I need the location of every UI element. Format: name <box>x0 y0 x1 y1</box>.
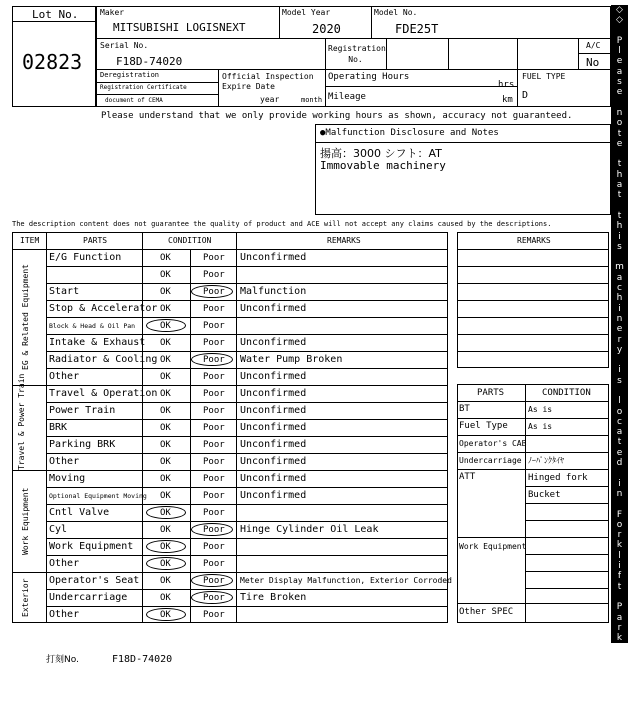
part-name: Operator's Seat <box>49 575 140 586</box>
condition-ok: OK <box>160 321 171 331</box>
part-name: Travel & Operation <box>49 388 158 399</box>
table-row <box>46 351 448 368</box>
remark: Tire Broken <box>240 592 307 603</box>
table-row <box>46 436 448 453</box>
condition-ok: OK <box>160 355 171 365</box>
model-year-value: 2020 <box>312 22 341 36</box>
part-name: Other <box>49 609 80 620</box>
model-no-value: FDE25T <box>395 22 439 36</box>
condition-poor: Poor <box>203 372 225 382</box>
condition-poor: Poor <box>203 542 225 552</box>
att-label: ATT <box>459 472 476 482</box>
hrs-label: hrs <box>498 80 515 90</box>
hours-notice: Please understand that we only provide working hours as shown, accuracy not guaranteed. <box>101 111 573 121</box>
part-name: Stop & Accelerator <box>49 303 158 314</box>
registration-certificate-label: Registration Certificate <box>100 84 187 91</box>
circle-poor-mark <box>191 523 233 536</box>
circle-poor-mark <box>191 574 233 587</box>
malfunction-note-2: Immovable machinery <box>320 159 446 172</box>
remark: Unconfirmed <box>240 388 307 399</box>
registration-label: Registration No. <box>328 44 386 64</box>
bt-label: BT <box>459 404 470 414</box>
group-work-equipment: Work Equipment <box>21 487 30 555</box>
other-spec-label: Other SPEC <box>459 607 514 617</box>
stamp-label: 打刻No. <box>46 655 79 665</box>
condition-poor: Poor <box>203 355 225 365</box>
remark: Water Pump Broken <box>240 354 343 365</box>
condition-ok: OK <box>160 406 171 416</box>
condition-poor: Poor <box>203 593 225 603</box>
table-row <box>46 300 448 317</box>
part-name: Parking BRK <box>49 439 116 450</box>
side-note-text: ◇ ◇ P l e a s e n o t e t h a t t h i s m a c h i n e r y i s l o c a t e d i n F o r k l i f t P a r k i n g ◇ ◇ <box>615 5 624 705</box>
inspection-label: Official Inspection Expire Date <box>222 72 314 91</box>
table-row <box>46 487 448 504</box>
group-eg-related: EG & Related Equipment <box>21 264 30 370</box>
condition-poor: Poor <box>203 559 225 569</box>
head-condition: CONDITION <box>168 236 212 245</box>
condition-poor: Poor <box>203 491 225 501</box>
condition-poor: Poor <box>203 321 225 331</box>
condition-ok: OK <box>160 270 171 280</box>
table-row <box>46 334 448 351</box>
table-row <box>46 453 448 470</box>
malfunction-note-1: 揚高：3000 シフト：AT <box>320 147 442 160</box>
part-name: Other <box>49 371 80 382</box>
condition-ok: OK <box>160 287 171 297</box>
condition-ok: OK <box>160 610 171 620</box>
part-name: Optional Equipment Moving <box>49 492 147 500</box>
condition-poor: Poor <box>203 253 225 263</box>
condition-poor: Poor <box>203 610 225 620</box>
group-travel-power: Travel & Power Train <box>17 373 26 470</box>
table-row <box>46 504 448 521</box>
condition-ok: OK <box>160 508 171 518</box>
condition-poor: Poor <box>203 287 225 297</box>
condition-poor: Poor <box>203 508 225 518</box>
part-name: Start <box>49 286 80 297</box>
condition-ok: OK <box>160 372 171 382</box>
fuel-type-value: D <box>522 90 529 101</box>
remark: Unconfirmed <box>240 490 307 501</box>
table-row <box>46 419 448 436</box>
remark: Unconfirmed <box>240 473 307 484</box>
condition-poor: Poor <box>203 457 225 467</box>
deregistration-label: Deregistration <box>100 71 160 79</box>
condition-ok: OK <box>160 593 171 603</box>
table-row <box>46 538 448 555</box>
circle-ok-mark <box>146 319 186 332</box>
remark: Unconfirmed <box>240 405 307 416</box>
condition-ok: OK <box>160 338 171 348</box>
condition-poor: Poor <box>203 525 225 535</box>
cema-label: document of CEMA <box>105 97 163 104</box>
condition-ok: OK <box>160 304 171 314</box>
table-row <box>46 266 448 283</box>
circle-ok-mark <box>146 506 186 519</box>
part-name: E/G Function <box>49 252 122 263</box>
condition-ok: OK <box>160 491 171 501</box>
ac-label: A/C <box>586 41 601 50</box>
remark: Unconfirmed <box>240 252 307 263</box>
part-name: Block & Head & Oil Pan <box>49 322 136 330</box>
part-name: Other <box>49 456 80 467</box>
table-row <box>46 317 448 334</box>
circle-ok-mark <box>146 608 186 621</box>
month-label: month <box>301 96 323 104</box>
circle-ok-mark <box>146 540 186 553</box>
condition-poor: Poor <box>203 406 225 416</box>
maker-label: Maker <box>100 8 125 17</box>
lot-label: Lot No. <box>32 8 79 21</box>
table-row <box>46 385 448 402</box>
bt-value: As is <box>528 405 553 414</box>
remark: Meter Display Malfunction, Exterior Corroded <box>240 576 452 585</box>
condition-ok: OK <box>160 253 171 263</box>
table-row <box>46 402 448 419</box>
head-item: ITEM <box>20 236 40 245</box>
condition-poor: Poor <box>203 338 225 348</box>
serial-label: Serial No. <box>100 41 149 50</box>
table-row <box>46 555 448 572</box>
operator-cab-label: Operator's CAB <box>459 439 527 448</box>
condition-poor: Poor <box>203 474 225 484</box>
circle-poor-mark <box>191 591 233 604</box>
remark: Unconfirmed <box>240 337 307 348</box>
fuel-type-row-label: Fuel Type <box>459 421 508 431</box>
condition-poor: Poor <box>203 389 225 399</box>
table-row <box>46 521 448 538</box>
table-row <box>46 368 448 385</box>
condition-ok: OK <box>160 457 171 467</box>
part-name: Work Equipment <box>49 541 134 552</box>
table-row <box>46 572 452 589</box>
remark: Malfunction <box>240 286 307 297</box>
part-name: Power Train <box>49 405 116 416</box>
att-value-2: Bucket <box>528 490 561 500</box>
fuel-type-row-value: As is <box>528 422 553 431</box>
circle-ok-mark <box>146 557 186 570</box>
undercarriage-row-value: ﾉｰﾊﾟﾝｸﾀｲﾔ <box>528 456 564 465</box>
condition-ok: OK <box>160 542 171 552</box>
part-name: Moving <box>49 473 86 484</box>
work-equipment-row-label: Work Equipment <box>459 542 527 551</box>
remark: Unconfirmed <box>240 303 307 314</box>
right-remarks-head: REMARKS <box>517 236 551 245</box>
att-value-1: Hinged fork <box>528 473 588 483</box>
fuel-type-label: FUEL TYPE <box>522 72 566 81</box>
condition-ok: OK <box>160 525 171 535</box>
part-name: Undercarriage <box>49 592 128 603</box>
condition-poor: Poor <box>203 270 225 280</box>
mileage-label: Mileage <box>328 92 366 102</box>
side-note-strip <box>611 5 628 705</box>
condition-ok: OK <box>160 474 171 484</box>
table-row <box>46 606 448 623</box>
condition-ok: OK <box>160 576 171 586</box>
part-name: Intake & Exhaust <box>49 337 146 348</box>
remark: Unconfirmed <box>240 456 307 467</box>
remark: Hinge Cylinder Oil Leak <box>240 524 379 535</box>
condition-ok: OK <box>160 423 171 433</box>
circle-poor-mark <box>191 353 233 366</box>
right-head-parts: PARTS <box>477 388 505 398</box>
condition-poor: Poor <box>203 440 225 450</box>
group-exterior: Exterior <box>21 578 30 617</box>
serial-value: F18D-74020 <box>116 55 183 68</box>
condition-ok: OK <box>160 559 171 569</box>
part-name: Radiator & Cooling <box>49 354 158 365</box>
table-row <box>46 249 448 266</box>
disclaimer: The description content does not guarantee the quality of product and ACE will not accept any claims caused by the descriptions. <box>12 220 552 228</box>
model-no-label: Model No. <box>374 8 418 17</box>
part-name: Cyl <box>49 524 68 535</box>
part-name: BRK <box>49 422 68 433</box>
year-label: year <box>260 95 280 104</box>
circle-poor-mark <box>191 285 233 298</box>
lot-number: 02823 <box>22 50 83 74</box>
table-row <box>46 589 448 606</box>
ac-value: No <box>586 56 600 69</box>
right-head-condition: CONDITION <box>542 388 591 398</box>
condition-ok: OK <box>160 440 171 450</box>
malfunction-title: ●Malfunction Disclosure and Notes <box>320 128 499 138</box>
table-row <box>46 283 448 300</box>
operating-hours-label: Operating Hours <box>328 72 410 82</box>
remark: Unconfirmed <box>240 371 307 382</box>
maker-value: MITSUBISHI LOGISNEXT <box>113 21 246 34</box>
remark: Unconfirmed <box>240 439 307 450</box>
undercarriage-row-label: Undercarriage <box>459 456 522 465</box>
head-remarks: REMARKS <box>327 236 361 245</box>
remark: Unconfirmed <box>240 422 307 433</box>
model-year-label: Model Year <box>282 8 331 17</box>
part-name: Other <box>49 558 80 569</box>
stamp-value: F18D-74020 <box>112 654 173 665</box>
condition-poor: Poor <box>203 304 225 314</box>
part-name: Cntl Valve <box>49 507 110 518</box>
km-label: km <box>502 95 513 105</box>
condition-poor: Poor <box>203 576 225 586</box>
table-row <box>46 470 448 487</box>
condition-ok: OK <box>160 389 171 399</box>
condition-poor: Poor <box>203 423 225 433</box>
head-parts: PARTS <box>83 236 108 245</box>
